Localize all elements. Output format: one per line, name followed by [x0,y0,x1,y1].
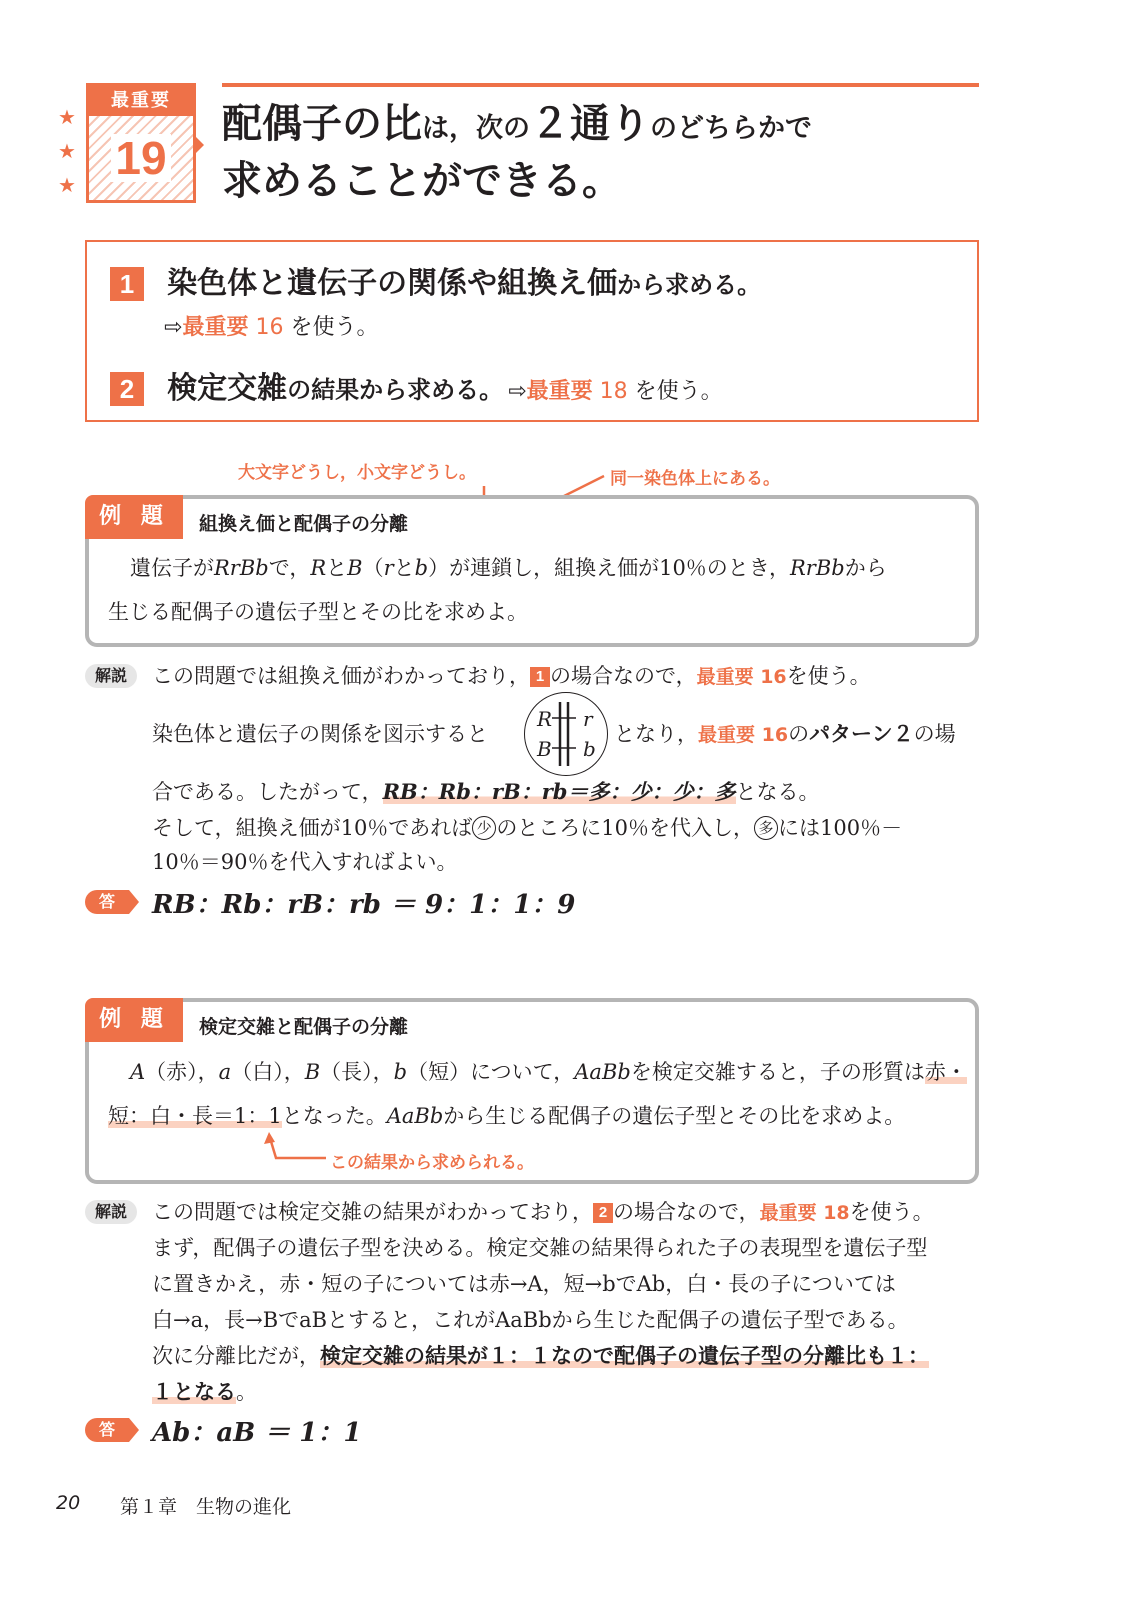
ratio-highlight: 検定交雑の結果が１：１なので配偶子の遺伝子型の分離比も１： [320,1344,929,1368]
example-tab: 例 題 [85,495,183,539]
text: この問題では検定交雑の結果がわかっており， [152,1200,593,1224]
result-highlight: 赤・ [924,1060,967,1084]
text: （長）， [320,1060,394,1084]
example-title: 組換え価と配偶子の分離 [199,513,409,535]
gene-R: R [310,556,327,580]
text: から生じる配偶子の遺伝子型とその比を求めよ。 [443,1104,906,1128]
gene: A [130,1060,146,1084]
explain-2-line-2: まず，配偶子の遺伝子型を決める。検定交雑の結果得られた子の表現型を遺伝子型 [152,1236,928,1260]
text: と [393,556,415,580]
text: 次に分離比だが， [152,1344,320,1368]
text: となり， [614,722,698,746]
text: には100％－ [778,816,903,840]
annotation-arrow-3 [260,1130,330,1166]
circled-few: 少 [472,816,496,840]
case-number: 2 [593,1203,613,1223]
text: （ [362,556,384,580]
page-number: 20 [56,1492,81,1514]
text: の場 [913,722,956,746]
text: を使う。 [786,664,871,688]
text: の [788,722,810,746]
text: のところに10％を代入し， [496,816,755,840]
example-2-line-2 [108,1094,905,1138]
text: この問題では組換え価がわかっており， [152,664,530,688]
answer-label: 答 [85,890,129,914]
point-number: 2 [110,372,144,406]
text: と [326,556,348,580]
answer-label: 答 [85,1418,129,1442]
text: （赤）， [145,1060,219,1084]
gene: B [304,1060,321,1084]
annotation-same-case: 大文字どうし，小文字どうし。 [238,463,476,483]
star-icon: ★ [58,173,76,197]
arrow-icon: ⇨ [164,315,183,340]
text: を使う。 [849,1200,934,1224]
text: で， [268,556,311,580]
annotation-result: この結果から求められる。 [330,1153,534,1173]
gene: a [218,1060,232,1084]
point-keyword: 検定交雑 [167,371,288,406]
chromosome-lines [524,692,608,776]
diagram-b: b [583,737,596,761]
ref-tail: を使う。 [634,379,723,404]
text: （短）について， [407,1060,575,1084]
text: （白）， [231,1060,305,1084]
circled-many: 多 [754,816,778,840]
title-connector-2: のどちらかで [650,113,812,144]
genotype: RrBb [789,556,845,580]
title-keyword: 配偶子の比 [222,101,422,147]
text: 合である。したがって， [152,780,383,804]
text: の場合なので， [613,1200,760,1224]
chapter-title: 第１章 生物の進化 [120,1496,292,1518]
ref-label: 最重要 [182,315,249,340]
ref-tail: を使う。 [290,315,379,340]
explain-1-line-2a: 染色体と遺伝子の関係を図示すると [152,722,488,746]
answer-pointer-icon [129,1418,139,1442]
case-number: 1 [530,667,550,687]
ref-number: 18 [599,379,628,404]
pattern-label: パターン２ [809,722,914,746]
example-tab: 例 題 [85,998,183,1042]
text: そして，組換え価が10％であれば [152,816,473,840]
explanation-label: 解説 [85,1200,137,1224]
point-tail: から求める。 [617,271,762,299]
ref-inline: 最重要 18 [759,1202,850,1224]
example-title: 検定交雑と配偶子の分離 [199,1016,409,1038]
text: となる。 [735,780,820,804]
chromosome-diagram [524,692,608,776]
explanation-label: 解説 [85,664,137,688]
badge-label: 最重要 [89,86,193,116]
text: となった。 [281,1104,387,1128]
point-keyword: 染色体と遺伝子の関係や組換え価 [167,266,618,301]
example-1-line-1 [130,546,887,590]
answer-1-text: RB：Rb：rB：rb ＝ 9：1：1：9 [152,890,576,920]
explain-1-line-1 [152,654,871,699]
diagram-r: r [583,707,593,731]
text: ）が連鎖し，組換え価が10％のとき， [428,556,790,580]
gene-r: r [383,556,394,580]
genotype: AaBb [574,1060,631,1084]
annotation-same-chromosome: 同一染色体上にある。 [610,469,780,489]
explain-1-line-2b [614,712,956,757]
gene-B: B [347,556,363,580]
ref-inline: 最重要 16 [696,666,787,688]
title-line-2: 求めることができる。 [222,158,622,204]
diagram-R: R [537,707,553,731]
gene: b [393,1060,408,1084]
ratio-highlight: １となる [152,1380,236,1404]
title-count: ２通り [530,101,650,147]
answer-pointer-icon [129,890,139,914]
ratio-highlight: RB：Rb：rB：rb＝多：少：少：多 [382,779,736,804]
explain-2-line-3: に置きかえ，赤・短の子については赤→A，短→bでAb，白・長の子については [152,1272,896,1296]
ref-label: 最重要 [526,379,593,404]
diagram-B: B [537,737,552,761]
genotype: RrBb [214,556,269,580]
text: から [844,556,887,580]
badge-number: 19 [111,134,170,182]
explain-2-line-5 [152,1334,929,1378]
star-icon: ★ [58,139,76,163]
text: の場合なので， [550,664,697,688]
explain-1-line-5: 10％＝90％を代入すればよい。 [152,850,458,874]
point-number: 1 [110,267,144,301]
point-tail: の結果から求める。 [287,376,504,404]
example-1-line-2: 生じる配偶子の遺伝子型とその比を求めよ。 [108,600,528,624]
text: 。 [236,1380,257,1404]
answer-2-text: Ab：aB ＝ 1：1 [152,1418,362,1448]
text: 遺伝子が [130,556,214,580]
result-highlight: 短：白・長＝1：1 [108,1104,282,1128]
genotype: AaBb [386,1104,444,1128]
text: を検定交雑すると，子の形質は [630,1060,925,1084]
ref-number: 16 [255,315,284,340]
gene-b: b [414,556,429,580]
arrow-icon: ⇨ [508,379,527,404]
ref-inline: 最重要 16 [698,724,789,746]
star-icon: ★ [58,105,76,129]
title-connector: は，次の [422,113,530,144]
explain-2-line-4: 白→a，長→BでaBとすると，これがAaBbから生じた配偶子の遺伝子型である。 [152,1308,909,1332]
example-2-line-1 [130,1050,967,1094]
explain-2-line-6 [152,1370,257,1414]
